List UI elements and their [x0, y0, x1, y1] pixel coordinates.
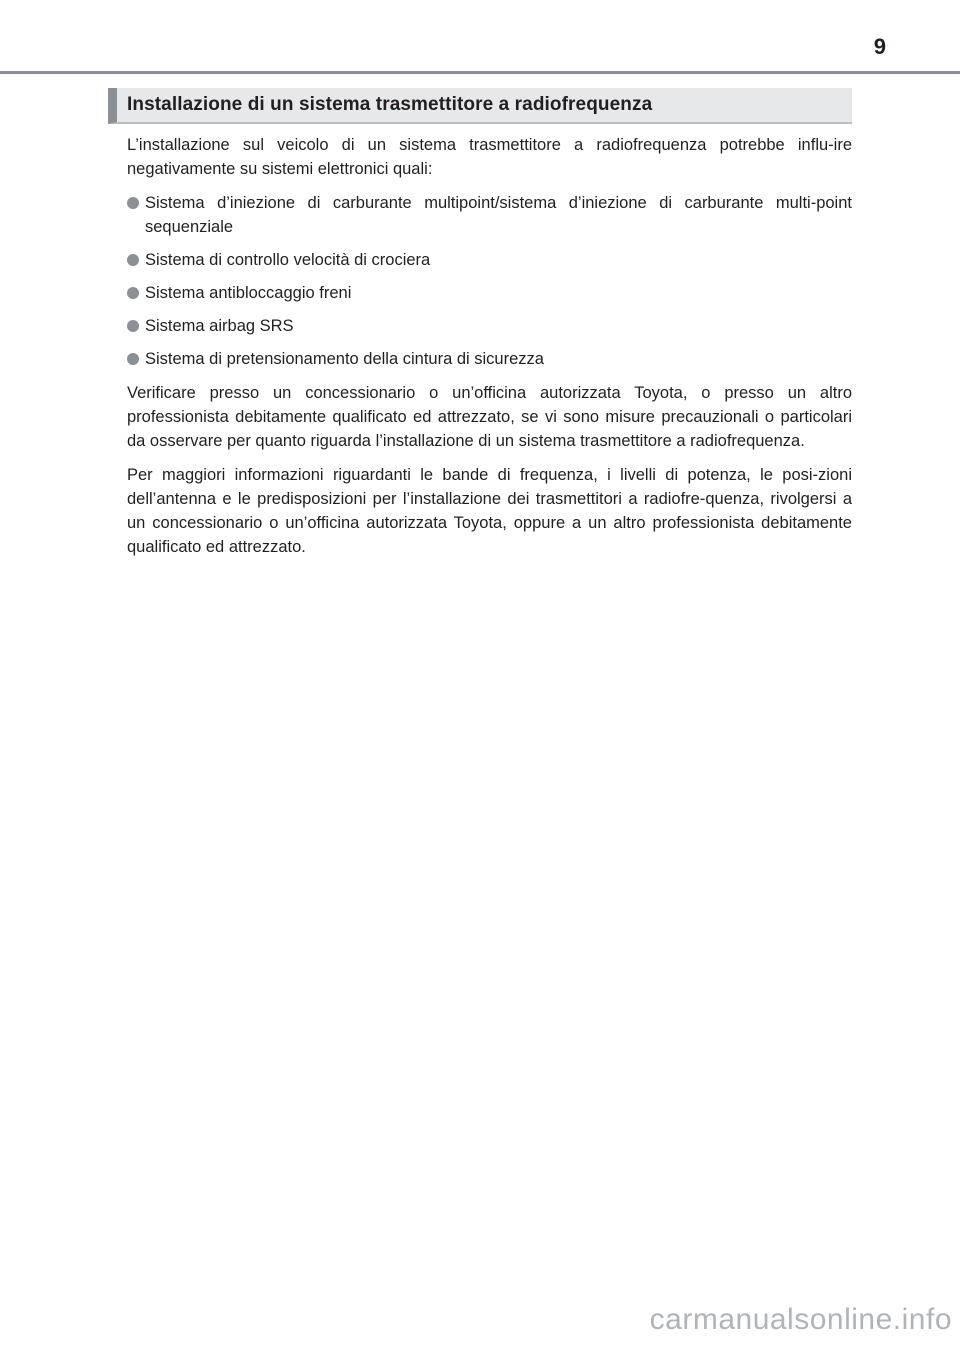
bullet-dot-icon: [127, 197, 139, 209]
bullet-dot-icon: [127, 287, 139, 299]
precaution-paragraph: Verificare presso un concessionario o un’officina autorizzata Toyota, o presso un altro professionista debitamente qualificato ed attrezzato, se vi sono misure precauzionali o particolari da osservare per quanto riguarda l’installazione di un sistema trasmettitore a radiofrequenza.: [127, 384, 852, 450]
bullet-dot-icon: [127, 254, 139, 266]
watermark: carmanualsonline.info: [649, 1303, 952, 1336]
list-item-text: Sistema antibloccaggio freni: [145, 284, 352, 302]
section-heading: [108, 88, 852, 124]
list-item-text: Sistema d’iniezione di carburante multipoint/sistema d’iniezione di carburante multi-point sequenziale: [145, 194, 852, 236]
list-item-text: Sistema airbag SRS: [145, 317, 294, 335]
section-heading-text: Installazione di un sistema trasmettitore a radiofrequenza: [127, 94, 653, 115]
list-item: [127, 347, 852, 371]
bullet-list: [127, 191, 852, 371]
page-number: 9: [873, 34, 886, 59]
bullet-dot-icon: [127, 353, 139, 365]
info-paragraph: Per maggiori informazioni riguardanti le bande di frequenza, i livelli di potenza, le posi-zioni dell’antenna e le predisposizioni per l’installazione dei trasmettitori a radiofre-quenza, rivolgersi a un concessionario o un’officina autorizzata Toyota, oppure a un altro professionista debitamente qualificato ed attrezzato.: [127, 466, 852, 556]
section-content: [127, 133, 852, 569]
list-item: [127, 248, 852, 272]
bullet-dot-icon: [127, 320, 139, 332]
list-item: [127, 191, 852, 239]
list-item: [127, 281, 852, 305]
intro-paragraph: L’installazione sul veicolo di un sistema trasmettitore a radiofrequenza potrebbe influ-ire negativamente su sistemi elettronici quali:: [127, 136, 852, 178]
list-item-text: Sistema di pretensionamento della cintura di sicurezza: [145, 350, 544, 368]
list-item-text: Sistema di controllo velocità di crociera: [145, 251, 431, 269]
list-item: [127, 314, 852, 338]
top-rule: [0, 71, 960, 74]
